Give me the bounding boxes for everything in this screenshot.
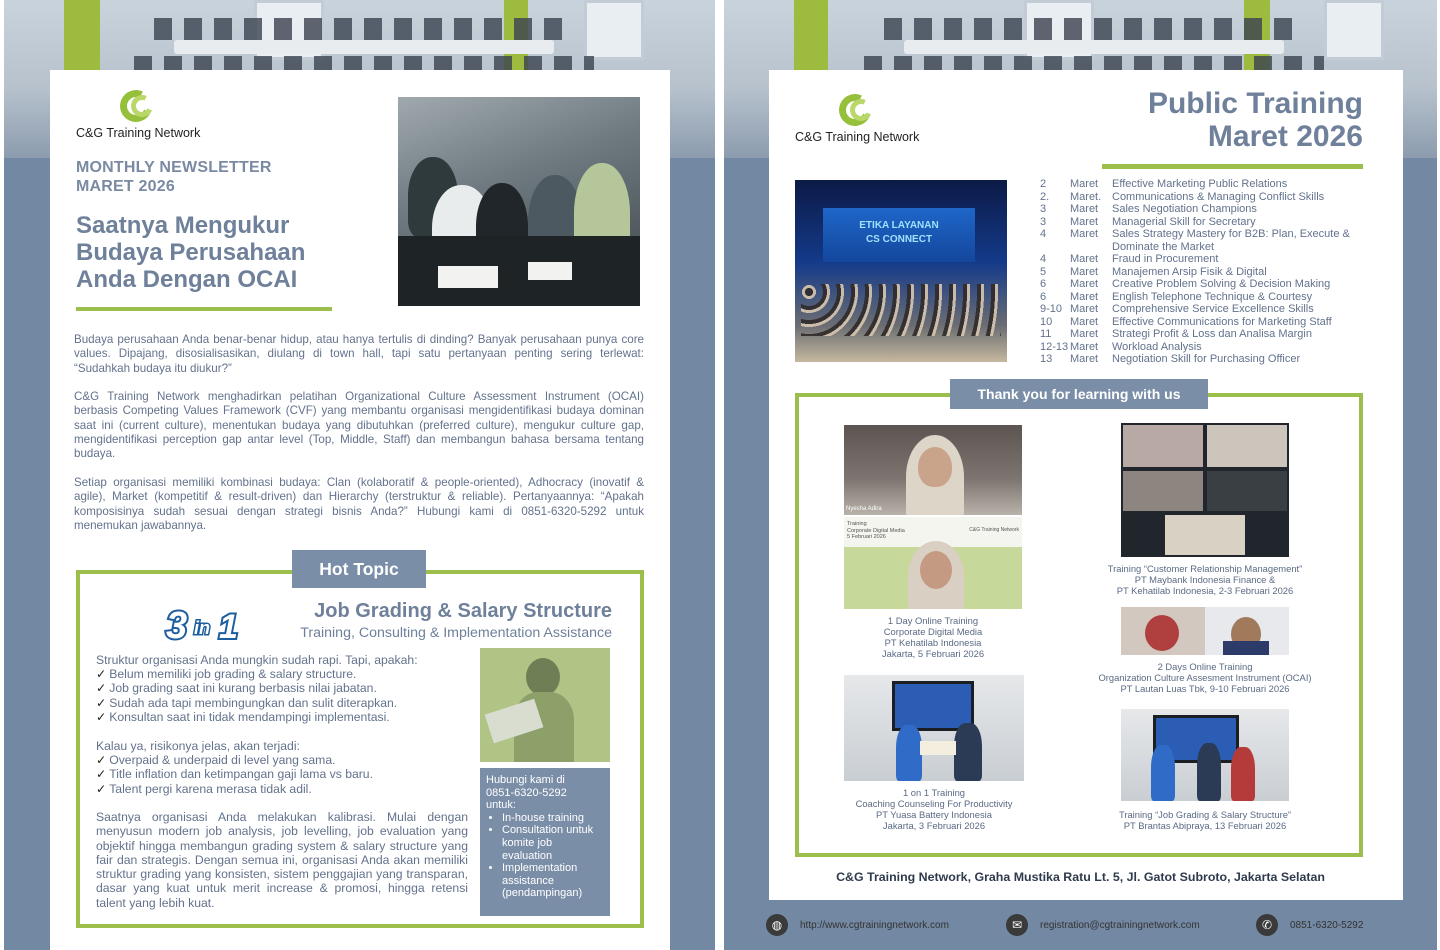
checkmark-icon: ✓	[96, 681, 107, 696]
online-training-screenshot: Nyesha Adira	[844, 425, 1022, 515]
checkmark-icon: ✓	[96, 767, 107, 782]
svg-text:1: 1	[219, 608, 238, 646]
newsletter-sheet	[50, 70, 670, 950]
schedule-row: 2. Maret. Communications & Managing Conflict Skills	[1040, 190, 1325, 203]
contact-box: Hubungi kami di 0851-6320-5292 untuk: • In-house training • Consultation untuk komite job evaluation • Implementation assistance (pendampingan)	[480, 768, 610, 916]
hot-topic-intro: Struktur organisasi Anda mungkin sudah rapi. Tapi, apakah:	[96, 653, 418, 667]
checkmark-icon: ✓	[96, 695, 107, 710]
schedule-row: 3 Maret Sales Negotiation Champions	[1040, 203, 1257, 215]
risk-intro: Kalau ya, risikonya jelas, akan terjadi:	[96, 739, 300, 753]
list-item: ✓ Title inflation dan ketimpangan gaji lama vs baru.	[96, 767, 373, 782]
hot-topic-box	[76, 570, 644, 928]
contact-footer	[724, 906, 1437, 946]
checklist-risks	[96, 753, 373, 796]
hot-topic-heading: Job Grading & Salary Structure	[314, 600, 612, 622]
caption-3: 2 Days Online Training Organization Culture Assesment Instrument (OCAI) PT Lautan Luas Tbk, 9-10 Februari 2026	[1098, 661, 1312, 694]
envelope-icon: ✉	[1006, 914, 1028, 936]
checkmark-icon: ✓	[96, 709, 107, 724]
schedule-row: 4 Maret Fraud in Procurement	[1040, 253, 1219, 265]
checklist-problems	[96, 667, 397, 724]
schedule-row: 3 Maret Managerial Skill for Secretary	[1040, 215, 1256, 228]
phone-link[interactable]: ✆ 0851-6320-5292	[1256, 912, 1363, 938]
hot-topic-body: Saatnya organisasi Anda melakukan kalibrasi. Mulai dengan menyusun modern job analysis, job levelling, job evaluation yang objektif hingga membangun grading system & salary structure yang fair dan strategis. Dengan semua ini, organisasi Anda akan memiliki struktur grading yang konsisten, sistem penggajian yang transparan, dasar yang kuat untuk merit increase & promosi, hingga retensi talent yang lebih kuat.	[96, 810, 468, 910]
thank-you-tag: Thank you for learning with us	[950, 379, 1208, 409]
thank-you-gallery	[795, 393, 1363, 857]
title-underline	[76, 307, 332, 311]
office-address: C&G Training Network, Graha Mustika Ratu Lt. 5, Jl. Gatot Subroto, Jakarta Selatan	[836, 870, 1325, 884]
list-item: ✓ Sudah ada tapi membingungkan dan sulit diterapkan.	[96, 695, 398, 710]
newsletter-page-left	[4, 0, 715, 950]
title-underline	[1102, 164, 1363, 169]
caption-2: Training “Customer Relationship Management” PT Maybank Indonesia Finance & PT Kehatilab Indonesia, 2-3 Februari 2026	[1107, 563, 1303, 596]
list-item: ✓ Konsultan saat ini tidak mendampingi implementasi.	[96, 709, 390, 724]
list-item: ✓ Job grading saat ini kurang berbasis nilai jabatan.	[96, 681, 377, 696]
caption-1: 1 Day Online Training Corporate Digital Media PT Kehatilab Indonesia Jakarta, 5 Februari 2026	[881, 615, 985, 659]
checkmark-icon: ✓	[96, 753, 107, 767]
page-title: Public Training Maret 2026	[1147, 87, 1363, 153]
zoom-meeting-screenshot	[1121, 423, 1289, 557]
schedule-row: 11 Maret Strategi Profit & Loss dan Analisa Margin	[1040, 328, 1312, 340]
schedule-row: 13 Maret Negotiation Skill for Purchasing Officer	[1040, 353, 1301, 365]
schedule-row: 5 Maret Manajemen Arsip Fisik & Digital	[1040, 265, 1267, 278]
event-group-photo: ETIKA LAYANAN CS CONNECT	[795, 180, 1007, 362]
checkmark-icon: ✓	[96, 667, 107, 681]
caption-4: 1 on 1 Training Coaching Counseling For Productivity PT Yuasa Battery Indonesia Jakarta, 3 Februari 2026	[855, 787, 1013, 831]
coaching-session-photo	[844, 675, 1024, 781]
svg-text:3: 3	[166, 605, 188, 646]
article-title: Saatnya Mengukur Budaya Perusahaan Anda Dengan OCAI	[76, 212, 306, 293]
ocai-online-screenshot	[1121, 607, 1289, 655]
woman-with-laptop-photo	[480, 648, 610, 762]
training-schedule	[1040, 178, 1380, 366]
cg-logo-icon	[120, 90, 160, 124]
svg-text:in: in	[194, 618, 210, 638]
schedule-row: 6 Maret English Telephone Technique & Courtesy	[1040, 290, 1313, 303]
meeting-photo	[398, 97, 640, 306]
caption-5: Training “Job Grading & Salary Structure” PT Brantas Abipraya, 13 Februari 2026	[1118, 809, 1292, 831]
schedule-row: 12-13 Maret Workload Analysis	[1040, 340, 1202, 353]
list-item: • Consultation untuk komite job evaluation	[502, 824, 604, 862]
email-link[interactable]: ✉ registration@cgtrainingnetwork.com	[1006, 912, 1200, 938]
globe-icon: ◍	[766, 914, 788, 936]
cg-logo-icon	[839, 94, 879, 128]
public-training-sheet	[769, 70, 1403, 900]
schedule-row: 6 Maret Creative Problem Solving & Decision Making	[1040, 278, 1331, 290]
newsletter-page-right	[724, 0, 1437, 950]
culture-paragraph: Setiap organisasi memiliki kombinasi budaya: Clan (kolaboratif & people-oriented), Adhocracy (inovatif & agile), Market (kompetitif & result-driven) dan Hierarchy (terstruktur & reliable). Pertanyaannya: “Apakah komposisinya sudah sesuai dengan strategi bisnis Anda?” Hubungi kami di 0851-6320-5292 untuk menemukan jawabannya.	[74, 476, 644, 532]
company-logo: C&G Training Network	[795, 94, 919, 144]
online-training-slide: Training Corporate Digital Media 5 Februari 2026 C&G Training Network	[844, 517, 1022, 609]
contact-phone: 0851-6320-5292	[486, 786, 567, 799]
hot-topic-tag: Hot Topic	[292, 550, 426, 588]
list-item: ✓ Belum memiliki job grading & salary structure.	[96, 667, 357, 681]
schedule-row: 2 Maret Effective Marketing Public Relations	[1040, 178, 1288, 190]
website-link[interactable]: ◍ http://www.cgtrainingnetwork.com	[766, 912, 949, 938]
company-logo: C&G Training Network	[76, 90, 200, 140]
schedule-row: 10 Maret Effective Communications for Marketing Staff	[1040, 315, 1332, 328]
three-in-one-badge-icon	[164, 600, 252, 646]
list-item: • In-house training	[502, 812, 604, 825]
schedule-row: 9-10 Maret Comprehensive Service Excellence Skills	[1040, 303, 1314, 315]
schedule-row: 4 Maret Sales Strategy Mastery for B2B: Plan, Execute & Dominate the Market	[1040, 228, 1350, 253]
list-item: ✓ Talent pergi karena merasa tidak adil.	[96, 781, 312, 796]
phone-icon: ✆	[1256, 914, 1278, 936]
intro-paragraph: Budaya perusahaan Anda benar-benar hidup, atau hanya tertulis di dinding? Banyak perusahaan punya core values. Dipajang, disosialisasikan, diulang di town hall, tapi satu pertanyaan penting sering terlewat: “Sudahkah budaya itu diukur?”	[74, 333, 644, 375]
ocai-paragraph: C&G Training Network menghadirkan pelatihan Organizational Culture Assessment Instrument (OCAI) berbasis Competing Values Framework (CVF) yang membantu organisasi mengidentifikasi budaya dominan saat ini (current culture), menentukan budaya yang dibutuhkan (preferred culture), mengukur culture gap, mengidentifikasi perception gap antar level (Top, Middle, Staff) dan membangun bahasa bersama tentang budaya.	[74, 390, 644, 461]
list-item: ✓ Overpaid & underpaid di level yang sama.	[96, 753, 336, 767]
newsletter-label: MONTHLY NEWSLETTER MARET 2026	[76, 159, 272, 195]
list-item: • Implementation assistance (pendampingan)	[502, 862, 604, 900]
hot-topic-subheading: Training, Consulting & Implementation Assistance	[300, 625, 612, 641]
checkmark-icon: ✓	[96, 781, 107, 796]
job-grading-training-photo	[1121, 709, 1289, 801]
